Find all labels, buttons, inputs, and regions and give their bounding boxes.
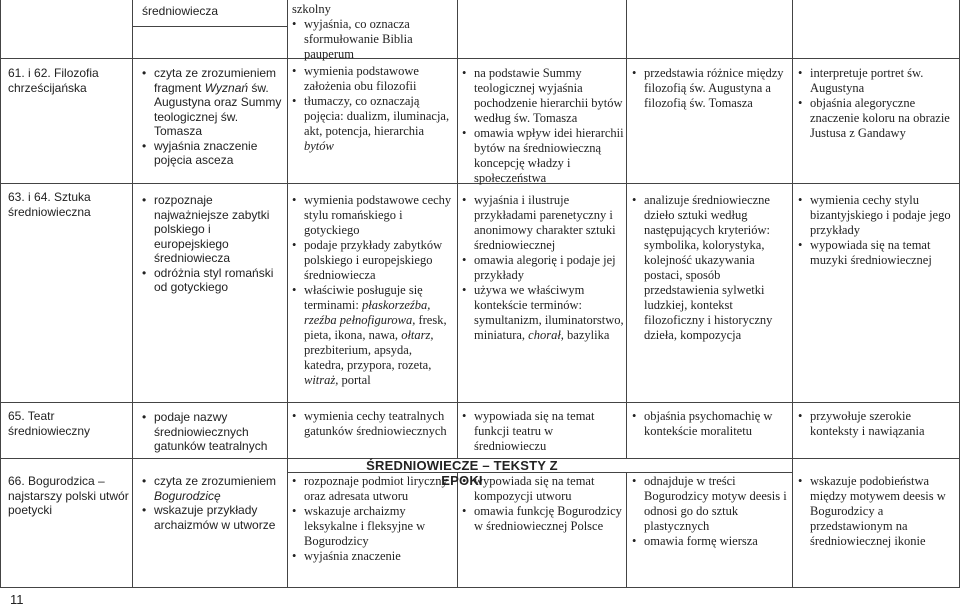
col5-row1-list xyxy=(632,66,790,111)
list-item: • czyta ze zrozumieniem Bogurodzicę xyxy=(142,474,284,503)
col4-row1-list xyxy=(462,66,624,186)
list-item: • wskazuje archaizmy leksykalne i fleksyjne w Bogurodzicy xyxy=(292,504,454,549)
col5-row4-list xyxy=(632,474,790,549)
row-divider-4 xyxy=(0,458,287,459)
list-item: • wyjaśnia i ilustruje przykładami parenetyczny i anonimowy charakter sztuki średniowiecznej xyxy=(462,193,624,253)
col3-top-line: szkolny xyxy=(292,2,331,16)
lesson-61-62: 61. i 62. Filozofia chrześcijańska xyxy=(8,66,99,95)
page-number: 11 xyxy=(10,592,24,607)
list-item: • wypowiada się na temat kompozycji utworu xyxy=(462,474,624,504)
col6-row4-list xyxy=(798,474,956,549)
list-item: • wyjaśnia znaczenie xyxy=(292,549,454,564)
column-divider-4 xyxy=(457,0,458,458)
list-item: • wyjaśnia, co oznacza sformułowanie Biblia pauperum xyxy=(292,17,454,62)
list-item: • tłumaczy, co oznaczają pojęcia: dualizm, iluminacja, akt, potencja, hierarchia bytów xyxy=(292,94,454,154)
list-item: • podaje przykłady zabytków polskiego i europejskiego średniowiecza xyxy=(292,238,454,283)
list-item: • używa we właściwym kontekście terminów: symultanizm, iluminatorstwo, miniatura, chorał, bazylika xyxy=(462,283,624,343)
list-item: • wypowiada się na temat funkcji teatru w średniowieczu xyxy=(462,409,624,454)
column-divider-1 xyxy=(0,0,1,587)
list-item: • wyjaśnia znaczenie pojęcia asceza xyxy=(142,139,284,168)
list-item: • na podstawie Summy teologicznej wyjaśnia pochodzenie hierarchii bytów według św. Tomasza xyxy=(462,66,624,126)
list-item: • omawia funkcję Bogurodzicy w średniowiecznej Polsce xyxy=(462,504,624,534)
list-item: • podaje nazwy średniowiecznych gatunków teatralnych xyxy=(142,410,284,454)
column-divider-4b xyxy=(457,472,458,587)
lesson-65: 65. Teatr średniowieczny xyxy=(8,409,91,438)
col5-row3-list xyxy=(632,409,790,439)
col2-row1-list xyxy=(142,66,284,168)
column-divider-2 xyxy=(132,0,133,587)
lesson-63-64: 63. i 64. Sztuka średniowieczna xyxy=(8,190,91,219)
col2-row3-list xyxy=(142,410,284,454)
row-divider-top xyxy=(132,26,287,27)
list-item: • przedstawia różnice między filozofią św. Augustyna a filozofią św. Tomasza xyxy=(632,66,790,111)
list-item: • przywołuje szerokie konteksty i nawiązania xyxy=(798,409,956,439)
lesson-66: 66. Bogurodzica – najstarszy polski utwór poetycki xyxy=(8,474,129,517)
col6-row1-list xyxy=(798,66,956,141)
list-item: • objaśnia alegoryczne znaczenie koloru na obrazie Justusa z Gandawy xyxy=(798,96,956,141)
list-item: • omawia alegorię i podaje jej przykłady xyxy=(462,253,624,283)
col3-row2-list xyxy=(292,193,454,388)
col6-row2-list xyxy=(798,193,956,268)
list-item: • interpretuje portret św. Augustyna xyxy=(798,66,956,96)
col6-row3-list xyxy=(798,409,956,439)
row-divider-1 xyxy=(0,58,960,59)
list-item: • czyta ze zrozumieniem fragment Wyznań św. Augustyna oraz Summy teologicznej św. Tomasza xyxy=(142,66,284,139)
col2-row4-list xyxy=(142,474,284,532)
row-divider-4b xyxy=(792,458,960,459)
list-item: • wymienia cechy stylu bizantyjskiego i podaje jego przykłady xyxy=(798,193,956,238)
list-item: • analizuje średniowieczne dzieło sztuki według następujących kryteriów: symbolika, kolorystyka, kolejność ukazywania postaci, sposób przedstawienia sylwetki ludzkiej, kontekst filozoficzny i historyczny dzieła, kompozycja xyxy=(632,193,790,343)
list-item: • wypowiada się na temat muzyki średniowiecznej xyxy=(798,238,956,268)
col4-row4-list xyxy=(462,474,624,534)
col3-top xyxy=(292,2,454,62)
list-item: • wskazuje podobieństwa między motywem deesis w Bogurodzicy a przedstawionym na średniowiecznej ikonie xyxy=(798,474,956,549)
list-item: • odnajduje w treści Bogurodzicy motyw deesis i odnosi go do sztuk plastycznych xyxy=(632,474,790,534)
list-item: • wymienia cechy teatralnych gatunków średniowiecznych xyxy=(292,409,454,439)
list-item: • omawia formę wiersza xyxy=(632,534,790,549)
col3-row3-list xyxy=(292,409,454,439)
col2-top-text: średniowiecza xyxy=(142,4,219,18)
list-item: • właściwie posługuje się terminami: płaskorzeźba, rzeźba pełnofigurowa, fresk, pieta, ikona, nawa, ołtarz, prezbiterium, apsyda, katedra, przypora, rozeta, witraż, portal xyxy=(292,283,454,388)
col4-row2-list xyxy=(462,193,624,343)
row-divider-bottom xyxy=(0,587,960,588)
row-divider-3 xyxy=(0,402,960,403)
column-divider-5b xyxy=(626,472,627,587)
column-divider-3 xyxy=(287,0,288,587)
column-divider-5 xyxy=(626,0,627,458)
list-item: • objaśnia psychomachię w kontekście moralitetu xyxy=(632,409,790,439)
list-item: • wskazuje przykłady archaizmów w utworze xyxy=(142,503,284,532)
list-item: • rozpoznaje najważniejsze zabytki polskiego i europejskiego średniowiecza xyxy=(142,193,284,266)
list-item: • wymienia podstawowe założenia obu filozofii xyxy=(292,64,454,94)
list-item: • rozpoznaje podmiot liryczny oraz adresata utworu xyxy=(292,474,454,504)
col2-row2-list xyxy=(142,193,284,295)
col5-row2-list xyxy=(632,193,790,343)
list-item: • wymienia podstawowe cechy stylu romańskiego i gotyckiego xyxy=(292,193,454,238)
list-item: • odróżnia styl romański od gotyckiego xyxy=(142,266,284,295)
list-item: • omawia wpływ idei hierarchii bytów na średniowieczną koncepcję władzy i społeczeństwa xyxy=(462,126,624,186)
column-divider-6 xyxy=(792,0,793,587)
col4-row3-list xyxy=(462,409,624,454)
section-band-title: ŚREDNIOWIECZE – TEKSTY Z EPOKI xyxy=(366,458,558,488)
col3-row1-list xyxy=(292,64,454,154)
